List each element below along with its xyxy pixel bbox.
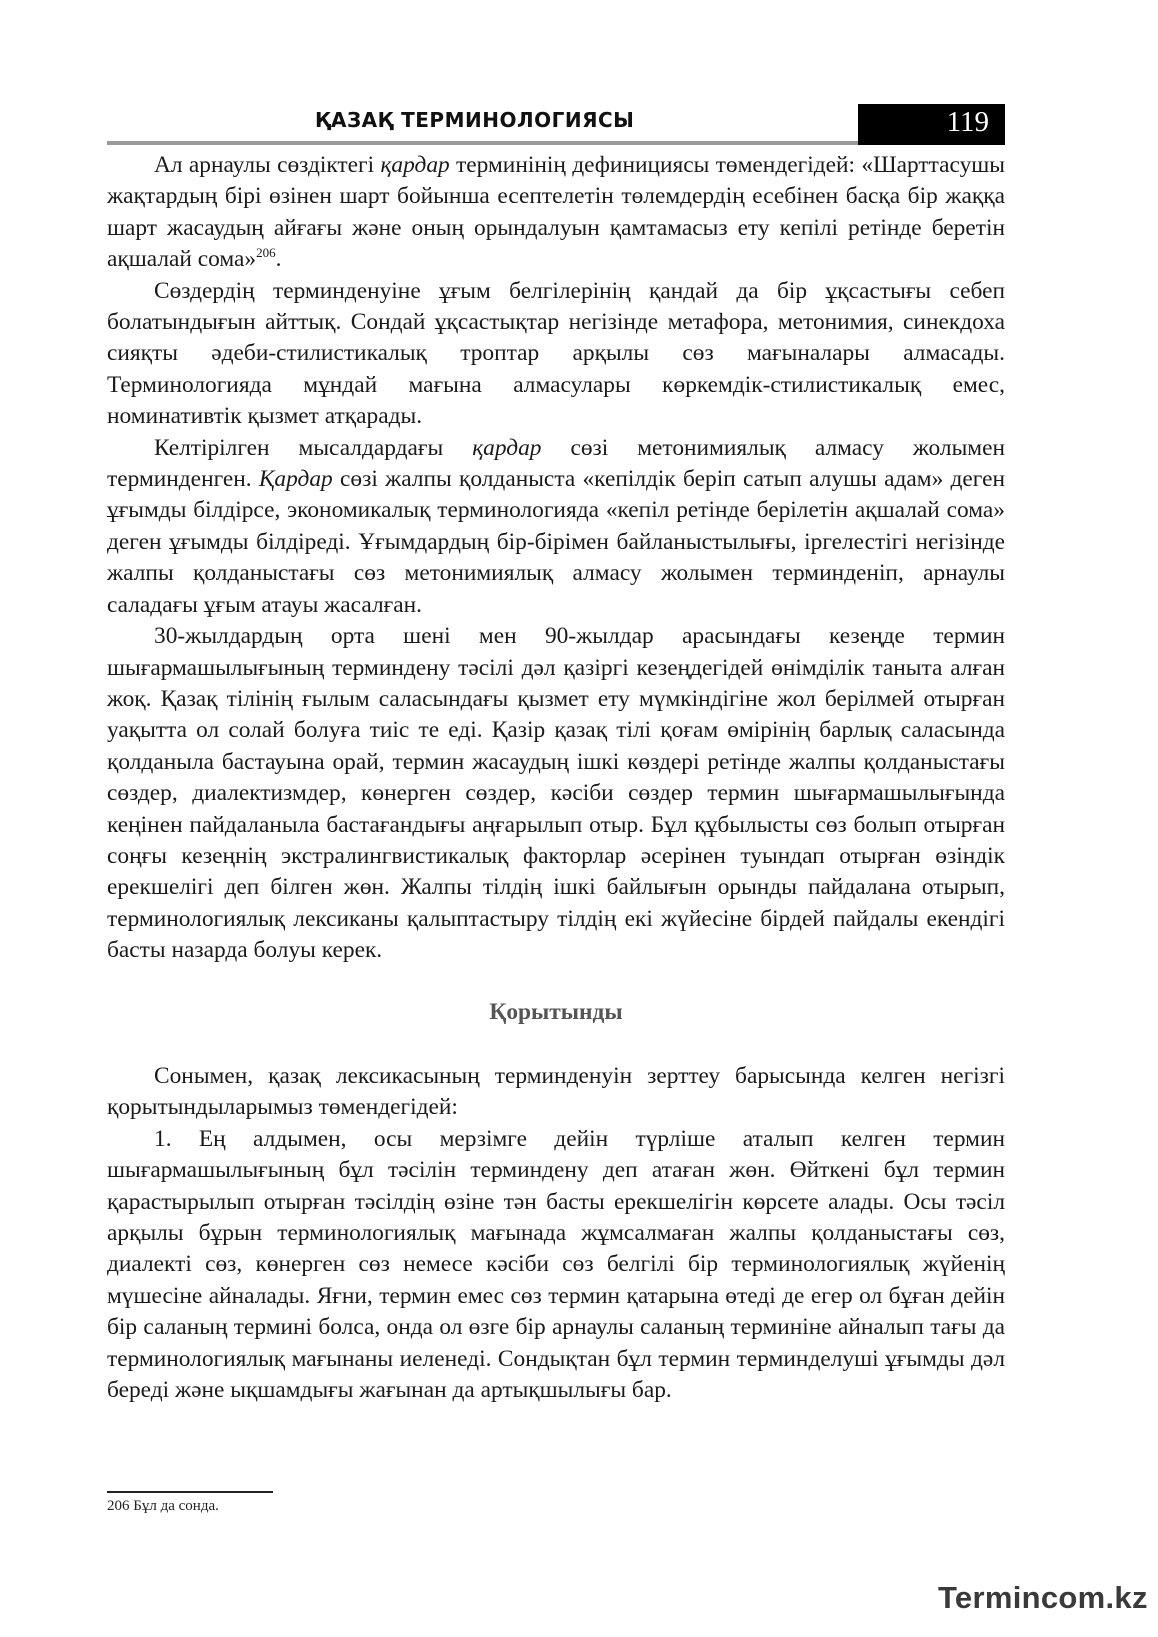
italic-term: Қардар [258,466,333,493]
section-heading: Қорытынды [489,998,623,1025]
running-title: ҚАЗАҚ ТЕРМИНОЛОГИЯСЫ [315,108,635,132]
watermark-text: Termincom.kz [938,1580,1148,1615]
footnote-reference[interactable]: 206 [256,245,276,261]
body-text [107,150,1005,1406]
footnote: 206 Бұл да сонда. [107,1498,219,1514]
paragraph-1 [107,150,1005,276]
running-header [107,104,1005,146]
watermark-logo [938,1580,1148,1630]
paragraph-text: терминінің дефинициясы төмендегідей: «Шарттасушы жақтардың бірі өзінен шарт бойынша есептелетін төлемдердің есебінен басқа бір жаққа шарт жасаудың айғағы және оның орындалуын қамтамасыз ету кепілі ретінде беретін ақшалай сома» [107,152,1005,273]
footnote-rule [107,1491,273,1493]
paragraph-6: 1. Ең алдымен, осы мерзімге дейін түрліше аталып келген термин шығармашылығының бұл тәсілін терминдену деп атаған жөн. Өйткені бұл термин қарастырылып отырған тәсілдің өзіне тән басты ерекшелігін көрсете алады. Осы тәсіл арқылы бұрын терминологиялық мағынада жұмсалмаған жалпы қолданыстағы сөз, диалекті сөз, көнерген сөз немесе кәсіби сөз белгілі бір терминологиялық жүйенің мүшесіне айналады. Яғни, термин емес сөз термин қатарына өтеді де егер ол бұған дейін бір саланың термині болса, онда ол өзге бір арнаулы саланың терминіне айналып тағы да терминологиялық мағынаны иеленеді. Сондықтан бұл термин терминделуші ұғымды дәл береді және ықшамдығы жағынан да артықшылығы бар. [107,1125,1005,1404]
italic-term: қардар [472,434,542,461]
paragraph-text: . [275,246,282,273]
paragraph-3 [107,433,1005,621]
paragraph-text: сөзі метонимиялық алмасу жолымен терминденген. [107,434,1005,493]
paragraph-text: Келтірілген мысалдардағы [154,434,473,461]
paragraph-text: сөзі жалпы қолданыста «кепілдік беріп сатып алушы адам» деген ұғымды білдірсе, экономикалық терминологияда «кепіл ретінде берілетін ақшалай сома» деген ұғымды білдіреді. Ұғымдардың бір-бірімен байланыстылығы, іргелестігі негізінде жалпы қолданыстағы сөз метонимиялық алмасу жолымен терминденіп, арнаулы саладағы ұғым атауы жасалған. [107,466,1005,618]
header-rule [107,141,859,145]
italic-term: қардар [380,152,450,178]
paragraph-4: 30-жылдардың орта шені мен 90-жылдар арасындағы кезеңде термин шығармашылығының терминдену тәсілі дәл қазіргі кезеңдегідей өнімділік таныта алған жоқ. Қазақ тілінің ғылым саласындағы қызмет ету мүмкіндігіне жол берілмей отырған уақытта ол солай болуға тиіс те еді. Қазір қазақ тілі қоғам өмірінің барлық саласында қолданыла бастауына орай, термин жасаудың ішкі көздері ретінде жалпы қолданыстағы сөздер, диалектизмдер, көнерген сөздер, кәсіби сөздер термин шығармашылығында кеңінен пайдаланыла бастағандығы аңғарылып отыр. Бұл құбылысты сөз болып отырған соңғы кезеңнің экстралингвистикалық факторлар әсерінен туындап отырған өзіндік ерекшелігі деп білген жөн. Жалпы тілдің ішкі байлығын орынды пайдалана отырып, терминологиялық лексиканы қалыптастыру тілдің екі жүйесіне бірдей пайдалы екендігі басты назарда болуы керек. [107,623,1005,964]
page-number: 119 [946,106,989,138]
paragraph-5: Сонымен, қазақ лексикасының терминденуін зерттеу барысында келген негізгі қорытындыларымыз төмендегідей: [107,1062,1005,1121]
paragraph-text: Ал арнаулы сөздіктегі [154,152,381,178]
paragraph-2: Сөздердің терминденуіне ұғым белгілерінің қандай да бір ұқсастығы себеп болатындығын айттық. Сондай ұқсастықтар негізінде метафора, метонимия, синекдоха сияқты әдеби-стилистикалық троптар арқылы сөз мағыналары алмасады. Терминологияда мұндай мағына алмасулары көркемдік-стилистикалық емес, номинативтік қызмет атқарады. [107,277,1005,430]
page-number-box [858,104,1005,145]
